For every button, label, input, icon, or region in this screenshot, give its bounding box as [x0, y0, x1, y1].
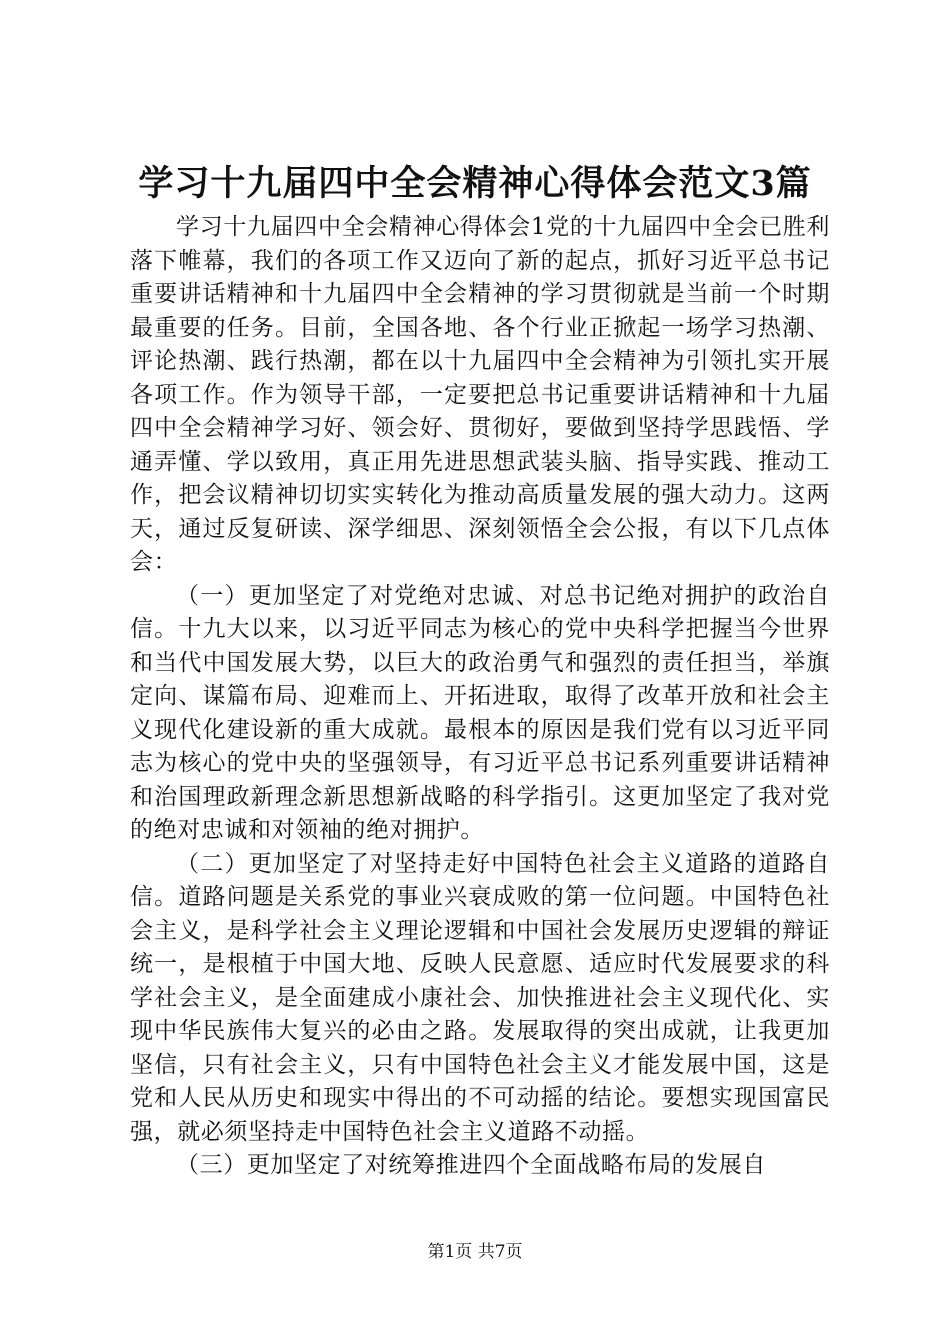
page-footer: 第1页 共7页: [427, 1242, 523, 1262]
paragraph-section-2: （二）更加坚定了对坚持走好中国特色社会主义道路的道路自信。道路问题是关系党的事业兴衰成败的第一位问题。中国特色社会主义，是科学社会主义理论逻辑和中国社会发展历史逻辑的辩证统一，是根植于中国大地、反映人民意愿、适应时代发展要求的科学社会主义，是全面建成小康社会、加快推进社会主义现代化、实现中华民族伟大复兴的必由之路。发展取得的突出成就，让我更加坚信，只有社会主义，只有中国特色社会主义才能发展中国，这是党和人民从历史和现实中得出的不可动摇的结论。要想实现国富民强，就必须坚持走中国特色社会主义道路不动摇。: [130, 850, 830, 1145]
document-title: 学习十九届四中全会精神心得体会范文3篇: [138, 163, 812, 204]
paragraph-intro: 学习十九届四中全会精神心得体会1党的十九届四中全会已胜利落下帷幕，我们的各项工作又迈向了新的起点，抓好习近平总书记重要讲话精神和十九届四中全会精神的学习贯彻就是当前一个时期最重要的任务。目前，全国各地、各个行业正掀起一场学习热潮、评论热潮、践行热潮，都在以十九届四中全会精神为引领扎实开展各项工作。作为领导干部，一定要把总书记重要讲话精神和十九届四中全会精神学习好、领会好、贯彻好，要做到坚持学思践悟、学通弄懂、学以致用，真正用先进思想武装头脑、指导实践、推动工作，把会议精神切切实实转化为推动高质量发展的强大动力。这两天，通过反复研读、深学细思、深刻领悟全会公报，有以下几点体会：: [130, 214, 830, 575]
document-body: [130, 211, 830, 1183]
paragraph-section-1: （一）更加坚定了对党绝对忠诚、对总书记绝对拥护的政治自信。十九大以来，以习近平同志为核心的党中央科学把握当今世界和当代中国发展大势，以巨大的政治勇气和强烈的责任担当，举旗定向、谋篇布局、迎难而上、开拓进取，取得了改革开放和社会主义现代化建设新的重大成就。最根本的原因是我们党有以习近平同志为核心的党中央的坚强领导，有习近平总书记系列重要讲话精神和治国理政新理念新思想新战略的科学指引。这更加坚定了我对党的绝对忠诚和对领袖的绝对拥护。: [130, 582, 830, 843]
paragraph-section-3: （三）更加坚定了对统筹推进四个全面战略布局的发展自: [176, 1152, 766, 1178]
